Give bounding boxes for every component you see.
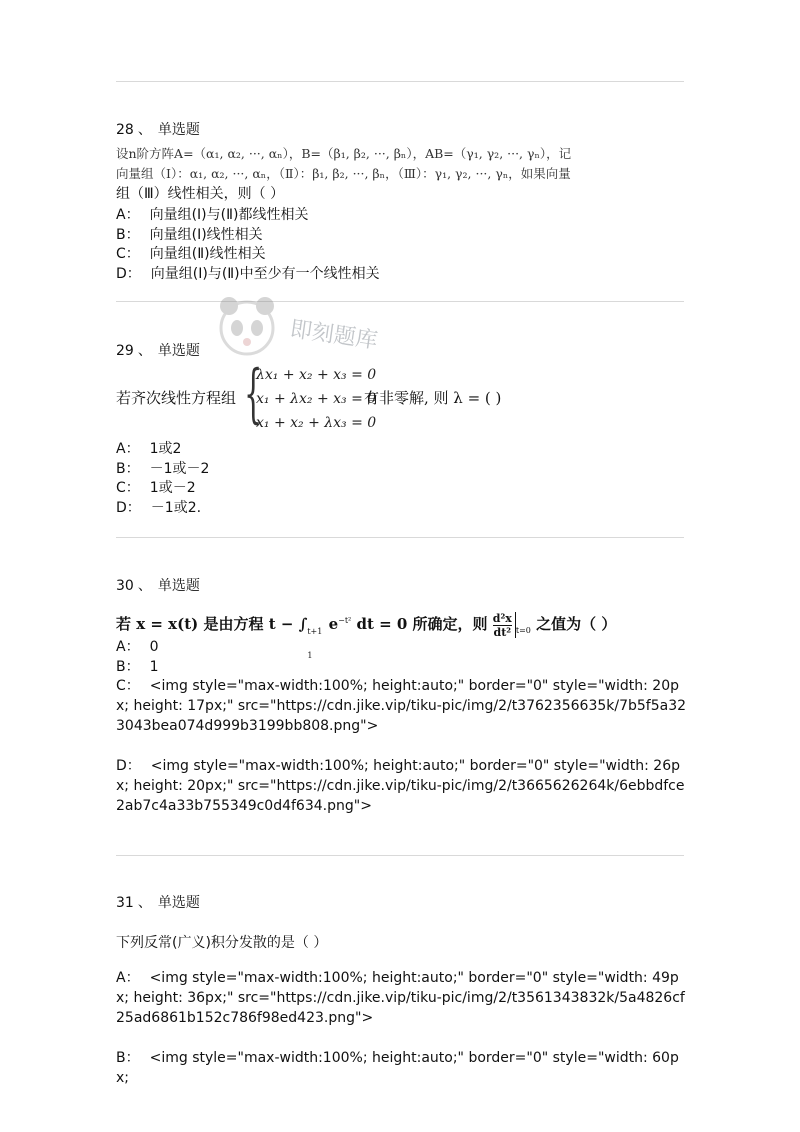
option-d[interactable] [116, 264, 380, 284]
question-number: 29 [116, 343, 134, 359]
divider [116, 81, 684, 82]
option-d[interactable] [116, 498, 201, 518]
integral-upper: t+1 [307, 627, 323, 636]
option-letter: D： [116, 266, 141, 282]
question-type: 单选题 [157, 578, 200, 594]
option-text: <img style="max-width:100%; height:auto;" border="0" style="width: 49px; height: 36px;" src="https://cdn.jike.vip/tiku-pic/img/2/t3561343832k/5a4826cf25ad6861b152c786f98ed423.png"> [116, 970, 685, 1026]
evaluation-point: t=0 [515, 626, 531, 635]
option-letter: A： [116, 207, 140, 223]
option-letter: B： [116, 461, 140, 477]
watermark-text: 即刻题库 [288, 316, 380, 354]
option-letter: D： [116, 758, 141, 774]
question-stem-formula [116, 608, 617, 660]
stem-part: e [328, 615, 339, 633]
option-text: <img style="max-width:100%; height:auto;" border="0" style="width: 60px; [116, 1050, 679, 1086]
option-a[interactable] [116, 968, 690, 1028]
divider [116, 537, 684, 538]
question-header [116, 892, 200, 912]
option-text: 1或2 [149, 441, 182, 457]
option-text: 0 [149, 639, 159, 655]
equation-row: x₁ + λx₂ + x₃ = 0 [256, 391, 377, 407]
option-a[interactable] [116, 439, 181, 459]
option-letter: C： [116, 678, 140, 694]
option-text: －1或2. [150, 500, 202, 516]
question-stem: 设n阶方阵A=（α₁, α₂, ···, αₙ），B=（β₁, β₂, ···, βₙ），AB=（γ₁, γ₂, ···, γₙ），记 [116, 146, 572, 161]
question-header [116, 340, 200, 360]
question-separator: 、 [137, 122, 152, 138]
option-text: 向量组(Ⅰ)与(Ⅱ)都线性相关 [149, 207, 309, 223]
question-stem: 向量组（Ⅰ）：α₁, α₂, ···, αₙ，（Ⅱ）：β₁, β₂, ···, βₙ，（Ⅲ）：γ₁, γ₂, ···, γₙ，如果向量 [116, 166, 571, 181]
option-text: 1 [149, 659, 159, 675]
equation-system [256, 363, 376, 435]
equation-row: λx₁ + x₂ + x₃ = 0 [256, 367, 377, 383]
option-text: 向量组(Ⅰ)与(Ⅱ)中至少有一个线性相关 [150, 266, 380, 282]
question-separator: 、 [137, 895, 152, 911]
question-number: 31 [116, 895, 134, 911]
question-type: 单选题 [157, 122, 200, 138]
option-letter: B： [116, 659, 140, 675]
question-stem: 组（Ⅲ）线性相关，则（ ） [116, 186, 285, 202]
option-letter: A： [116, 441, 140, 457]
option-letter: B： [116, 227, 140, 243]
option-a[interactable] [116, 637, 159, 657]
option-b[interactable] [116, 459, 209, 479]
option-text: 1或－2 [149, 480, 196, 496]
option-letter: A： [116, 639, 140, 655]
question-stem: 下列反常(广义)积分发散的是（ ） [116, 935, 328, 951]
question-number: 30 [116, 578, 134, 594]
option-text: 向量组(Ⅰ)线性相关 [149, 227, 263, 243]
option-b[interactable] [116, 1048, 690, 1088]
option-text: －1或－2 [149, 461, 210, 477]
equation-row: x₁ + x₂ + λx₃ = 0 [256, 415, 377, 431]
option-letter: A： [116, 970, 140, 986]
option-text: <img style="max-width:100%; height:auto;" border="0" style="width: 20px; height: 17px;" src="https://cdn.jike.vip/tiku-pic/img/2/t3762356635k/7b5f5a323043bea074d999b3199bb808.png"> [116, 678, 687, 734]
stem-part: 之值为（ ） [536, 615, 617, 633]
option-letter: D： [116, 500, 141, 516]
question-stem-suffix: 有非零解, 则 λ = ( ) [364, 389, 502, 407]
option-letter: C： [116, 480, 140, 496]
question-separator: 、 [137, 343, 152, 359]
question-type: 单选题 [157, 343, 200, 359]
question-number: 28 [116, 122, 134, 138]
option-a[interactable] [116, 205, 308, 225]
fraction-denominator: dt² [493, 625, 512, 639]
divider [116, 855, 684, 856]
option-c[interactable] [116, 244, 266, 264]
option-c[interactable] [116, 676, 690, 736]
question-type: 单选题 [157, 895, 200, 911]
question-separator: 、 [137, 578, 152, 594]
option-c[interactable] [116, 478, 196, 498]
integral-lower: 1 [307, 651, 313, 660]
question-header [116, 575, 200, 595]
brace-symbol: { [244, 357, 263, 431]
question-stem-prefix: 若齐次线性方程组 [116, 389, 237, 407]
exponent: −t² [338, 616, 352, 625]
option-b[interactable] [116, 225, 263, 245]
option-text: 向量组(Ⅱ)线性相关 [149, 246, 266, 262]
option-b[interactable] [116, 657, 159, 677]
fraction-numerator: d²x [492, 611, 512, 625]
option-text: <img style="max-width:100%; height:auto;" border="0" style="width: 26px; height: 20px;" src="https://cdn.jike.vip/tiku-pic/img/2/t3665626264k/6ebbdfce2ab7c4a33b755349c0d4f634.png"> [116, 758, 685, 814]
option-letter: B： [116, 1050, 140, 1066]
stem-part: 若 x = x(t) 是由方程 t − ∫ [116, 615, 308, 633]
option-d[interactable] [116, 756, 690, 816]
stem-part: dt = 0 所确定，则 [356, 615, 488, 633]
option-letter: C： [116, 246, 140, 262]
question-header [116, 119, 200, 139]
